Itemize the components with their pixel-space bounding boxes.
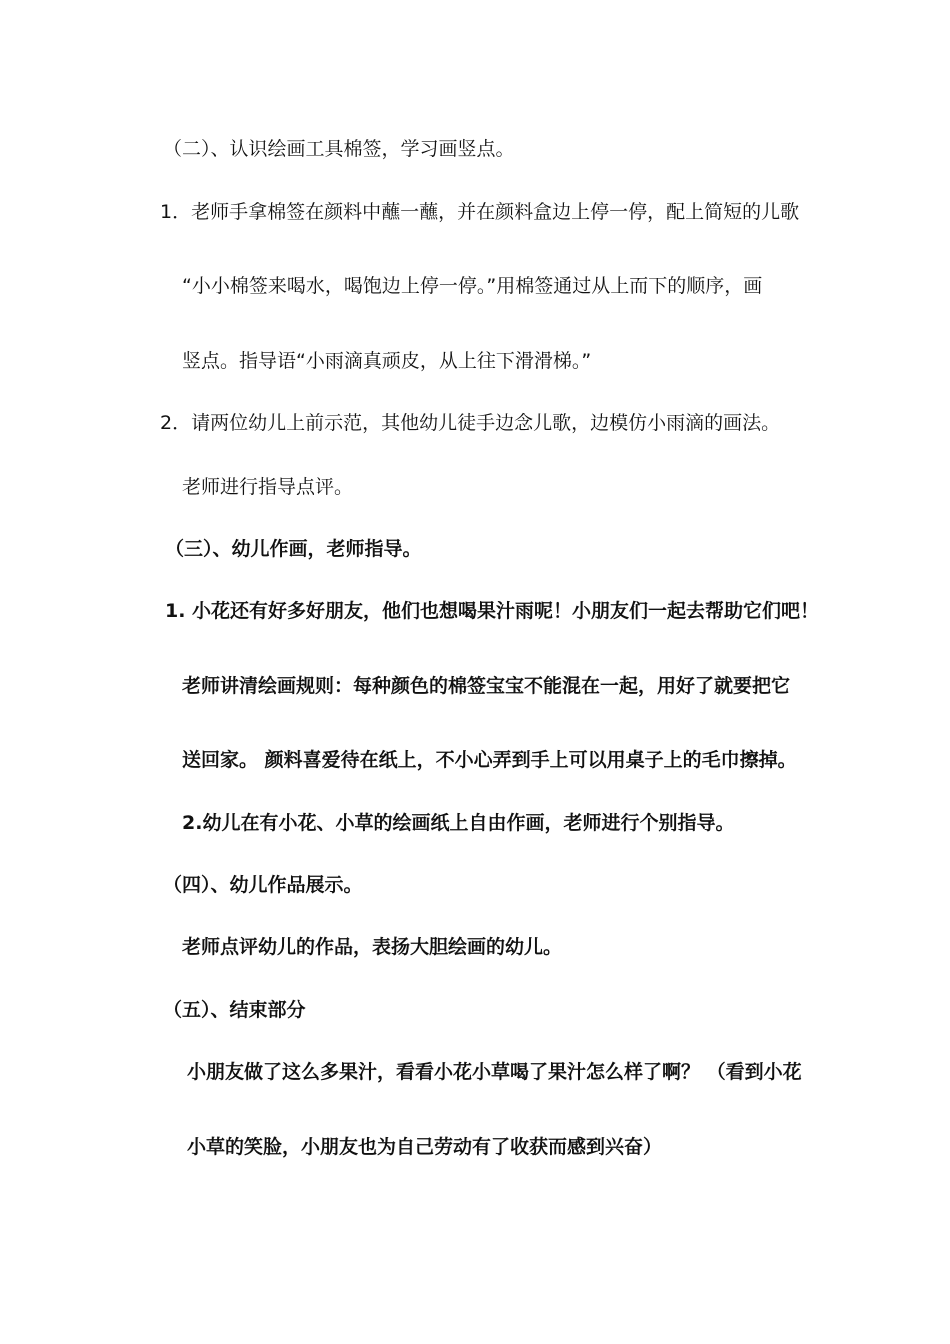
paragraph-line: 老师讲清绘画规则：每种颜色的棉签宝宝不能混在一起，用好了就要把它 <box>182 675 791 697</box>
paragraph-line: “小小棉签来喝水，喝饱边上停一停。”用棉签通过从上而下的顺序，画 <box>182 275 763 297</box>
paragraph-line: 小朋友做了这么多果汁，看看小花小草喝了果汁怎么样了啊？ （看到小花 <box>187 1061 802 1083</box>
paragraph-line: 2．请两位幼儿上前示范，其他幼儿徒手边念儿歌，边模仿小雨滴的画法。 <box>160 412 781 434</box>
paragraph-line: 1. 小花还有好多好朋友，他们也想喝果汁雨呢！小朋友们一起去帮助它们吧！ <box>165 600 820 622</box>
section-heading-4: （四）、幼儿作品展示。 <box>163 874 363 896</box>
paragraph-line: 竖点。指导语“小雨滴真顽皮，从上往下滑滑梯。” <box>182 350 592 372</box>
paragraph-line: 老师进行指导点评。 <box>182 476 354 498</box>
paragraph-line: 老师点评幼儿的作品，表扬大胆绘画的幼儿。 <box>182 936 563 958</box>
section-heading-3: （三）、幼儿作画，老师指导。 <box>165 538 422 560</box>
paragraph-line: 2.幼儿在有小花、小草的绘画纸上自由作画，老师进行个别指导。 <box>182 812 735 834</box>
paragraph-line: 小草的笑脸，小朋友也为自己劳动有了收获而感到兴奋） <box>187 1136 663 1158</box>
section-heading-2: （二）、认识绘画工具棉签，学习画竖点。 <box>163 138 515 160</box>
section-heading-5: （五）、结束部分 <box>163 999 306 1021</box>
paragraph-line: 送回家。 颜料喜爱待在纸上，不小心弄到手上可以用桌子上的毛巾擦掉。 <box>182 749 797 771</box>
paragraph-line: 1．老师手拿棉签在颜料中蘸一蘸，并在颜料盒边上停一停，配上简短的儿歌 <box>160 201 800 223</box>
